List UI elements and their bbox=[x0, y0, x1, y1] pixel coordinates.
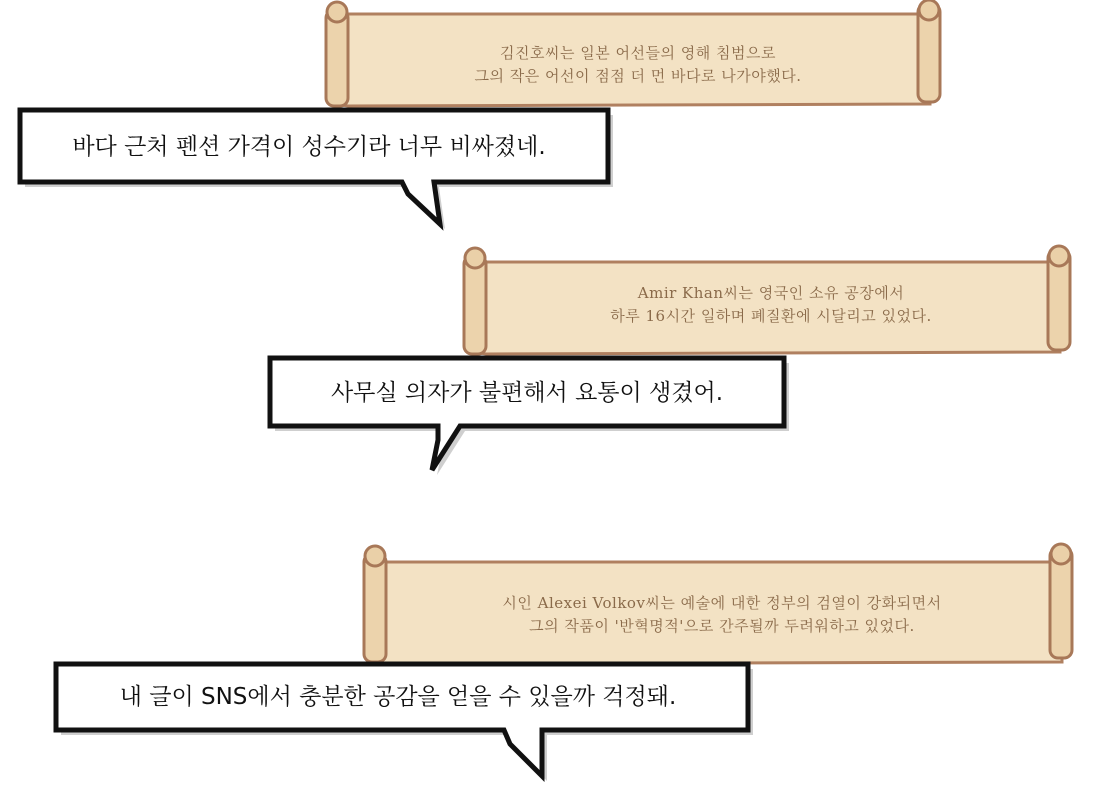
narration-line: Amir Khan씨는 영국인 소유 공장에서 bbox=[637, 284, 905, 302]
speech-bubble-shape bbox=[262, 354, 794, 478]
narration-line: 하루 16시간 일하며 폐질환에 시달리고 있었다. bbox=[610, 307, 932, 325]
narration-line: 김진호씨는 일본 어선들의 영해 침범으로 bbox=[500, 44, 776, 62]
speech-text-3: 내 글이 SNS에서 충분한 공감을 얻을 수 있을까 걱정돼. bbox=[119, 684, 677, 710]
narration-scroll-2 bbox=[456, 244, 1086, 359]
speech-bubble-3 bbox=[48, 660, 758, 786]
speech-text-2: 사무실 의자가 불편해서 요통이 생겼어. bbox=[330, 380, 724, 406]
speech-bubble-shape bbox=[10, 106, 618, 230]
speech-text-1: 바다 근처 펜션 가격이 성수기라 너무 비싸졌네. bbox=[72, 134, 546, 160]
speech-bubble-1 bbox=[10, 106, 618, 230]
narration-line: 시인 Alexei Volkov씨는 예술에 대한 정부의 검열이 강화되면서 bbox=[502, 594, 942, 612]
narration-text-2 bbox=[456, 282, 1086, 328]
narration-line: 그의 작품이 '반혁명적'으로 간주될까 두려워하고 있었다. bbox=[529, 617, 915, 635]
narration-line: 그의 작은 어선이 점점 더 먼 바다로 나가야했다. bbox=[474, 67, 802, 85]
narration-scroll-3 bbox=[356, 540, 1088, 668]
narration-text-3 bbox=[356, 592, 1088, 638]
narration-text-1 bbox=[318, 42, 958, 88]
speech-bubble-2 bbox=[262, 354, 794, 478]
narration-scroll-1 bbox=[318, 0, 958, 110]
